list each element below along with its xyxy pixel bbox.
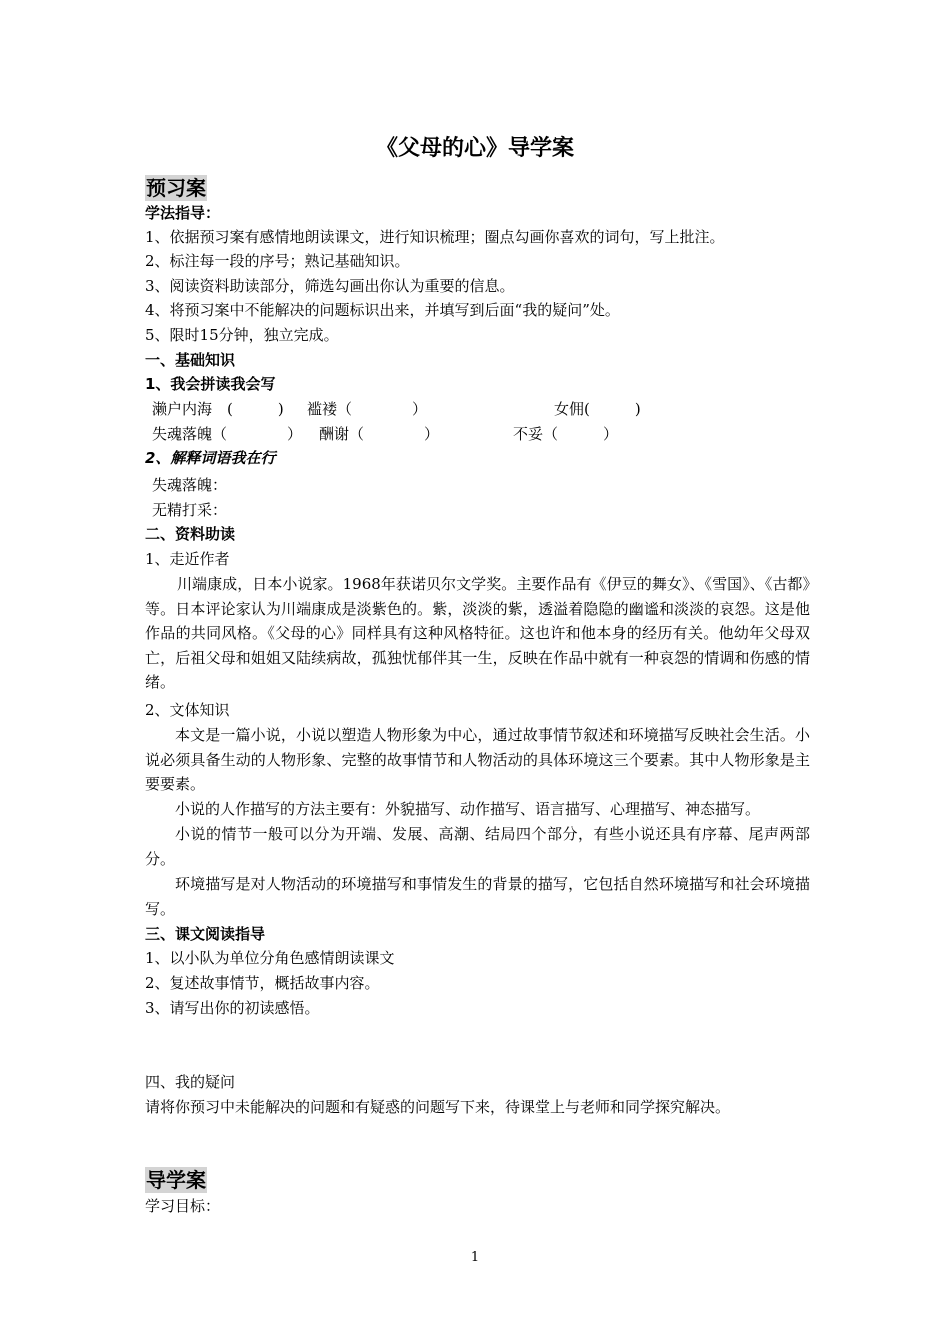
- guide-heading: 三、课文阅读指导: [145, 925, 266, 943]
- explain-heading: 2、解释词语我在行: [145, 449, 276, 467]
- method-item: 3、阅读资料助读部分，筛选勾画出你认为重要的信息。: [145, 277, 515, 295]
- page-number: 1: [470, 1250, 480, 1265]
- method-item: 5、限时15分钟，独立完成。: [145, 326, 339, 344]
- method-item: 2、标注每一段的序号；熟记基础知识。: [145, 252, 410, 270]
- pinyin-item: 酬谢（ ）: [319, 425, 440, 443]
- questions-text: 请将你预习中未能解决的问题和有疑惑的问题写下来，待课堂上与老师和同学探究解决。: [145, 1098, 731, 1116]
- author-heading: 1、走近作者: [145, 550, 230, 568]
- pinyin-item: 不妥（ ）: [513, 425, 619, 443]
- goal-label: 学习目标：: [145, 1197, 221, 1215]
- pinyin-item: 褴褛（ ）: [307, 400, 428, 418]
- guide-item: 2、复述故事情节，概括故事内容。: [145, 974, 380, 992]
- pinyin-heading: 1、我会拼读我会写: [145, 375, 276, 393]
- author-paragraph: 川端康成，日本小说家。1968年获诺贝尔文学奖。主要作品有《伊豆的舞女》、《雪国》、《古都》等。日本评论家认为川端康成是淡紫色的。紫，淡淡的紫，透溢着隐隐的幽谧和淡淡的哀怨。这是他作品的共同风格。《父母的心》同样具有这种风格特征。这也许和他本身的经历有关。他幼年父母双亡，后祖父母和姐姐又陆续病故，孤独忧郁伴其一生，反映在作品中就有一种哀怨的情调和伤感的情绪。: [145, 575, 810, 691]
- basic-heading: 一、基础知识: [145, 351, 236, 369]
- genre-heading: 2、文体知识: [145, 701, 230, 719]
- guide-item: 1、以小队为单位分角色感情朗读课文: [145, 949, 395, 967]
- genre-paragraph: 本文是一篇小说，小说以塑造人物形象为中心，通过故事情节叙述和环境描写反映社会生活。小说必须具备生动的人物形象、完整的故事情节和人物活动的具体环境这三个要素。其中人物形象是主要要素。: [145, 726, 810, 793]
- method-item: 1、依据预习案有感情地朗读课文，进行知识梳理；圈点勾画你喜欢的词句，写上批注。: [145, 228, 725, 246]
- pinyin-item: 濑户内海 ( ): [152, 400, 284, 418]
- genre-paragraph: 环境描写是对人物活动的环境描写和事情发生的背景的描写，它包括自然环境描写和社会环境描写。: [145, 875, 810, 918]
- pinyin-item: 女佣( ): [554, 400, 641, 418]
- document-title: 《父母的心》导学案: [375, 136, 574, 161]
- questions-heading: 四、我的疑问: [145, 1073, 236, 1091]
- explain-item: 无精打采：: [152, 501, 228, 519]
- genre-paragraph: 小说的情节一般可以分为开端、发展、高潮、结局四个部分，有些小说还具有序幕、尾声两部分。: [145, 825, 810, 868]
- preview-heading: 预习案: [146, 176, 206, 200]
- reading-heading: 二、资料助读: [145, 525, 236, 543]
- method-heading: 学法指导：: [145, 204, 221, 222]
- genre-paragraph: 小说的人作描写的方法主要有：外貌描写、动作描写、语言描写、心理描写、神态描写。: [175, 800, 761, 818]
- guide-item: 3、请写出你的初读感悟。: [145, 999, 320, 1017]
- pinyin-item: 失魂落魄（ ）: [152, 425, 303, 443]
- explain-item: 失魂落魄：: [152, 476, 228, 494]
- study-heading: 导学案: [146, 1168, 206, 1192]
- method-item: 4、将预习案中不能解决的问题标识出来，并填写到后面“我的疑问”处。: [145, 301, 620, 319]
